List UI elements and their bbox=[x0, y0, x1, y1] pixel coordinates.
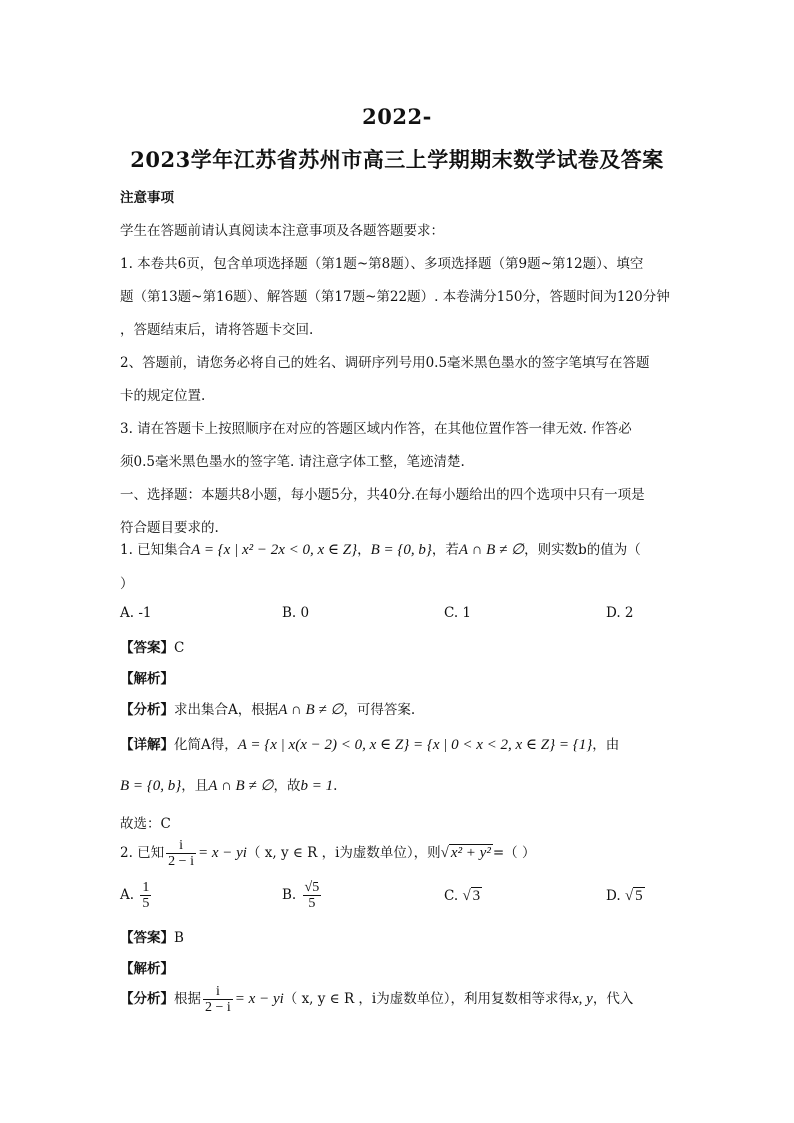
q1-detail-math: A = {x | x(x − 2) < 0, x ∈ Z} = {x | 0 < x < 2, x ∈ Z} = {1} bbox=[237, 737, 593, 753]
q2-option-a-label: A. bbox=[120, 887, 135, 903]
notice-item-2a: 2、答题前，请您务必将自己的姓名、调研序列号用0.5毫米黑色墨水的签字笔填写在答题 bbox=[120, 355, 650, 371]
q2-answer-label: 【答案】 bbox=[120, 930, 174, 946]
notice-item-3a: 3. 请在答题卡上按照顺序在对应的答题区域内作答，在其他位置作答一律无效. 作答必 bbox=[120, 421, 632, 437]
q1-detail2-text-1: ，且 bbox=[181, 778, 209, 794]
q1-detail-line-2 bbox=[120, 774, 337, 795]
q1-detail2-math-3: b = 1 bbox=[300, 778, 334, 794]
section-1-intro-b: 符合题目要求的. bbox=[120, 520, 219, 536]
q2-option-d-val: 5 bbox=[635, 888, 643, 904]
q2-fenxi-text-2: （ x, y ∈ R ，i为虚数单位），利用复数相等求得 bbox=[283, 991, 572, 1007]
q1-detail-text-1: 化简A得， bbox=[174, 737, 238, 753]
q2-option-b bbox=[282, 880, 323, 911]
q2-equation: = x − yi bbox=[197, 845, 247, 861]
q1-final: 故选：C bbox=[120, 816, 171, 832]
q1-option-a: A. -1 bbox=[120, 605, 152, 621]
q2-answer-value: B bbox=[174, 930, 184, 946]
q1-detail-text-2: ，由 bbox=[592, 737, 620, 753]
q1-condition: A ∩ B ≠ ∅ bbox=[458, 542, 525, 558]
q1-detail bbox=[120, 733, 619, 754]
q2-option-c-val: 3 bbox=[472, 888, 481, 904]
q2-option-b-den: 5 bbox=[308, 896, 316, 911]
q2-option-d bbox=[606, 888, 645, 905]
notice-item-1a: 1. 本卷共6页，包含单项选择题（第1题~第8题）、多项选择题（第9题~第12题）、填空 bbox=[120, 256, 644, 272]
q1-answer-value: C bbox=[174, 640, 185, 656]
q2-fenxi-xy: x, y bbox=[572, 991, 593, 1007]
q2-option-b-frac bbox=[303, 880, 322, 911]
q1-detail2-math-1: B = {0, b} bbox=[120, 778, 182, 794]
q2-fenxi-den: 2 − i bbox=[205, 1000, 231, 1015]
q2-frac-num: i bbox=[166, 838, 196, 854]
notice-heading: 注意事项 bbox=[120, 190, 174, 206]
notice-item-2b: 卡的规定位置. bbox=[120, 388, 206, 404]
q2-sqrt-expr: x² + y² bbox=[450, 845, 491, 861]
q1-tail: ，则实数b的值为（ bbox=[524, 542, 641, 558]
q2-option-d-sqrt: √ 5 bbox=[624, 888, 643, 904]
q1-option-c: C. 1 bbox=[444, 605, 472, 621]
q1-fenxi-text-1: 求出集合A，根据 bbox=[174, 702, 279, 718]
q2-option-a-den: 5 bbox=[142, 896, 150, 911]
q1-option-b: B. 0 bbox=[282, 605, 310, 621]
q1-comma: ， bbox=[357, 542, 371, 558]
q2-fenxi-label: 【分析】 bbox=[120, 991, 174, 1007]
q1-detail2-text-3: . bbox=[333, 778, 338, 794]
title-line-1: 2022- bbox=[362, 104, 432, 129]
q1-analysis-label: 【解析】 bbox=[120, 671, 174, 687]
q1-fenxi-math: A ∩ B ≠ ∅ bbox=[278, 702, 344, 718]
q2-fenxi-text-1: 根据 bbox=[174, 991, 201, 1007]
title-line-2: 2023学年江苏省苏州市高三上学期期末数学试卷及答案 bbox=[130, 147, 664, 172]
q2-option-a bbox=[120, 880, 153, 911]
question-2-stem bbox=[120, 838, 535, 869]
q1-fenxi-text-2: ，可得答案. bbox=[343, 702, 416, 718]
question-1-close: ） bbox=[120, 576, 134, 592]
q2-option-b-label: B. bbox=[282, 887, 297, 903]
q2-option-b-num: √5 bbox=[304, 880, 320, 895]
notice-item-3b: 须0.5毫米黑色墨水的签字笔. 请注意字体工整，笔迹清楚. bbox=[120, 454, 465, 470]
q2-option-c-label: C. bbox=[444, 888, 459, 904]
q1-cond-pre: ，若 bbox=[431, 542, 459, 558]
q1-answer bbox=[120, 636, 184, 656]
question-1-stem bbox=[120, 538, 641, 559]
q2-prefix: 2. 已知 bbox=[120, 845, 165, 861]
q1-fenxi bbox=[120, 698, 415, 719]
q2-fenxi-fraction bbox=[203, 984, 233, 1015]
notice-intro: 学生在答题前请认真阅读本注意事项及各题答题要求： bbox=[120, 223, 444, 239]
q1-detail2-text-2: ，故 bbox=[273, 778, 301, 794]
q1-detail-label: 【详解】 bbox=[120, 737, 174, 753]
q2-answer bbox=[120, 926, 184, 946]
q2-fenxi-num: i bbox=[203, 984, 233, 1000]
q1-fenxi-label: 【分析】 bbox=[120, 702, 174, 718]
q1-prefix: 1. 已知集合 bbox=[120, 542, 192, 558]
q2-frac-den: 2 − i bbox=[168, 854, 194, 869]
notice-item-1b: 题（第13题~第16题）、解答题（第17题~第22题）. 本卷满分150分，答题时间为120分钟 bbox=[120, 289, 670, 305]
q2-option-c-sqrt: √ 3 bbox=[462, 888, 481, 904]
q1-set-b: B = {0, b} bbox=[370, 542, 432, 558]
section-1-intro-a: 一、选择题：本题共8小题，每小题5分，共40分.在每小题给出的四个选项中只有一项是 bbox=[120, 487, 645, 503]
q1-answer-label: 【答案】 bbox=[120, 640, 174, 656]
q2-fenxi-text-3: ，代入 bbox=[592, 991, 634, 1007]
q2-option-d-label: D. bbox=[606, 888, 621, 904]
q1-option-d: D. 2 bbox=[606, 605, 634, 621]
q2-condition: （ x, y ∈ R ，i为虚数单位），则 bbox=[246, 845, 441, 861]
q2-fenxi-eq: = x − yi bbox=[234, 991, 284, 1007]
q1-set-a: A = {x | x² − 2x < 0, x ∈ Z} bbox=[191, 542, 358, 558]
q2-option-a-num: 1 bbox=[142, 880, 150, 895]
q2-fenxi bbox=[120, 984, 633, 1015]
q1-detail2-math-2: A ∩ B ≠ ∅ bbox=[208, 778, 274, 794]
notice-item-1c: ，答题结束后，请将答题卡交回. bbox=[120, 322, 314, 338]
q2-option-c bbox=[444, 888, 482, 905]
q2-analysis-label: 【解析】 bbox=[120, 961, 174, 977]
q2-tail: =（ ） bbox=[492, 845, 536, 861]
q2-sqrt: √ x² + y² bbox=[440, 845, 491, 861]
q2-fraction bbox=[166, 838, 196, 869]
q2-option-a-frac bbox=[140, 880, 151, 911]
